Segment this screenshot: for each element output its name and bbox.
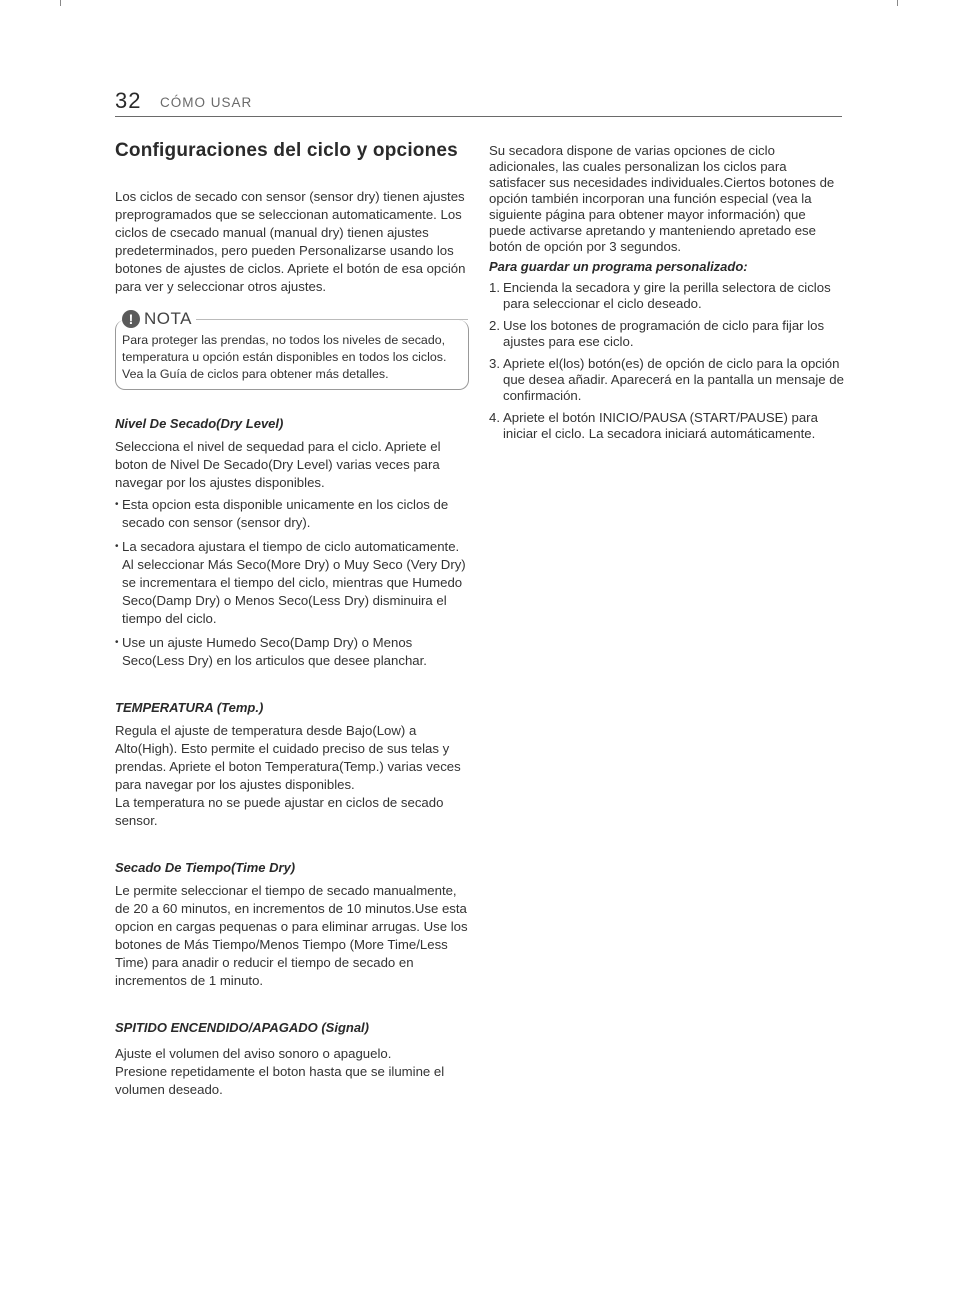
time-dry-section: [115, 860, 470, 990]
crop-mark-left: [60, 0, 61, 6]
dry-level-text: Selecciona el nivel de sequedad para el ciclo. Apriete el boton de Nivel De Secado(Dry Level) varias veces para navegar por los ajustes disponibles.: [115, 439, 441, 490]
list-item: [489, 280, 844, 312]
dry-level-heading: Nivel De Secado(Dry Level): [115, 416, 284, 431]
dry-level-bullets: [115, 496, 470, 670]
custom-program-steps: [489, 280, 844, 442]
step-number: 2.: [489, 318, 500, 333]
signal-text-2: Presione repetidamente el boton hasta que se ilumine el volumen deseado.: [115, 1064, 445, 1097]
crop-mark-right: [897, 0, 898, 6]
page-header: [115, 88, 842, 117]
step-number: 4.: [489, 410, 500, 425]
page-number: 32: [115, 88, 142, 113]
signal-text: Ajuste el volumen del aviso sonoro o apaguelo.: [115, 1046, 392, 1061]
time-dry-heading: Secado De Tiempo(Time Dry): [115, 860, 296, 875]
temperature-section: [115, 700, 470, 830]
right-column: [489, 143, 844, 448]
note-header: [122, 309, 468, 329]
list-item: • La secadora ajustara el tiempo de ciclo automaticamente. Al seleccionar Más Seco(More Dry) o Muy Seco (Very Dry) se incrementara el tiempo del ciclo, mientras que Humedo Seco(Damp Dry) o Menos Seco(Less Dry) disminuira el tiempo del ciclo.: [115, 538, 470, 628]
step-text: Encienda la secadora y gire la perilla selectora de ciclos para seleccionar el ciclo deseado.: [503, 280, 831, 311]
note-box: [115, 309, 469, 390]
list-item: [489, 356, 844, 404]
signal-heading: SPITIDO ENCENDIDO/APAGADO (Signal): [115, 1020, 369, 1035]
note-title: NOTA: [144, 309, 192, 328]
list-item: • Use un ajuste Humedo Seco(Damp Dry) o Menos Seco(Less Dry) en los articulos que desee planchar.: [115, 634, 470, 670]
dry-level-section: [115, 416, 470, 670]
time-dry-text: Le permite seleccionar el tiempo de secado manualmente, de 20 a 60 minutos, en incrementos de 10 minutos.Use esta opcion en cargas pequenas o para eliminar arrugas. Use los botones de Más Tiempo/Menos Tiempo (More Time/Less Time) para anadir o reducir el tiempo de secado en incrementos de 1 minuto.: [115, 883, 468, 988]
left-column: [115, 140, 470, 1129]
temperature-note: La temperatura no se puede ajustar en ciclos de secado sensor.: [115, 795, 444, 828]
signal-section: [115, 1020, 470, 1099]
intro-paragraph: Los ciclos de secado con sensor (sensor dry) tienen ajustes preprogramados que se seleccionan automaticamente. Los ciclos de csecado manual (manual dry) tienen ajustes predeterminados, pero pueden Personalizarse usando los botones de ajustes de ciclos. Apriete el botón de esa opción para ver y seleccionar otros ajustes.: [115, 189, 466, 294]
step-number: 1.: [489, 280, 500, 295]
list-item: • Esta opcion esta disponible unicamente en los ciclos de secado con sensor (sensor dry).: [115, 496, 470, 532]
options-intro-text: Su secadora dispone de varias opciones de ciclo adicionales, las cuales personalizan los ciclos para satisfacer sus necesidades individuales.Ciertos botones de opción también incorporan una función especial (vea la siguiente página para obtener mayor información) que puede activarse apretando y manteniendo apretado ese botón de opción por 3 segundos.: [489, 143, 835, 254]
exclamation-icon: !: [122, 310, 140, 328]
list-item: [489, 318, 844, 350]
step-number: 3.: [489, 356, 500, 371]
page-title: Configuraciones del ciclo y opciones: [115, 140, 458, 161]
step-text: Apriete el botón INICIO/PAUSA (START/PAUSE) para iniciar el ciclo. La secadora iniciará automáticamente.: [503, 410, 818, 441]
step-text: Use los botones de programación de ciclo para fijar los ajustes para ese ciclo.: [503, 318, 825, 349]
note-text: Para proteger las prendas, no todos los niveles de secado, temperatura u opción están disponibles en todos los ciclos. Vea la Guía de ciclos para obtener más detalles.: [122, 333, 447, 381]
custom-program-heading: Para guardar un programa personalizado:: [489, 259, 748, 274]
options-intro: [489, 143, 844, 255]
temperature-heading: TEMPERATURA (Temp.): [115, 700, 264, 715]
step-text: Apriete el(los) botón(es) de opción de ciclo para la opción que desea añadir. Aparecerá en la pantalla un mensaje de confirmación.: [503, 356, 844, 403]
temperature-text: Regula el ajuste de temperatura desde Bajo(Low) a Alto(High). Esto permite el cuidado preciso de sus telas y prendas. Apriete el boton Temperatura(Temp.) varias veces para navegar por los ajustes disponibles.: [115, 723, 461, 792]
section-label: CÓMO USAR: [160, 95, 253, 110]
note-divider: [196, 319, 468, 320]
list-item: [489, 410, 844, 442]
